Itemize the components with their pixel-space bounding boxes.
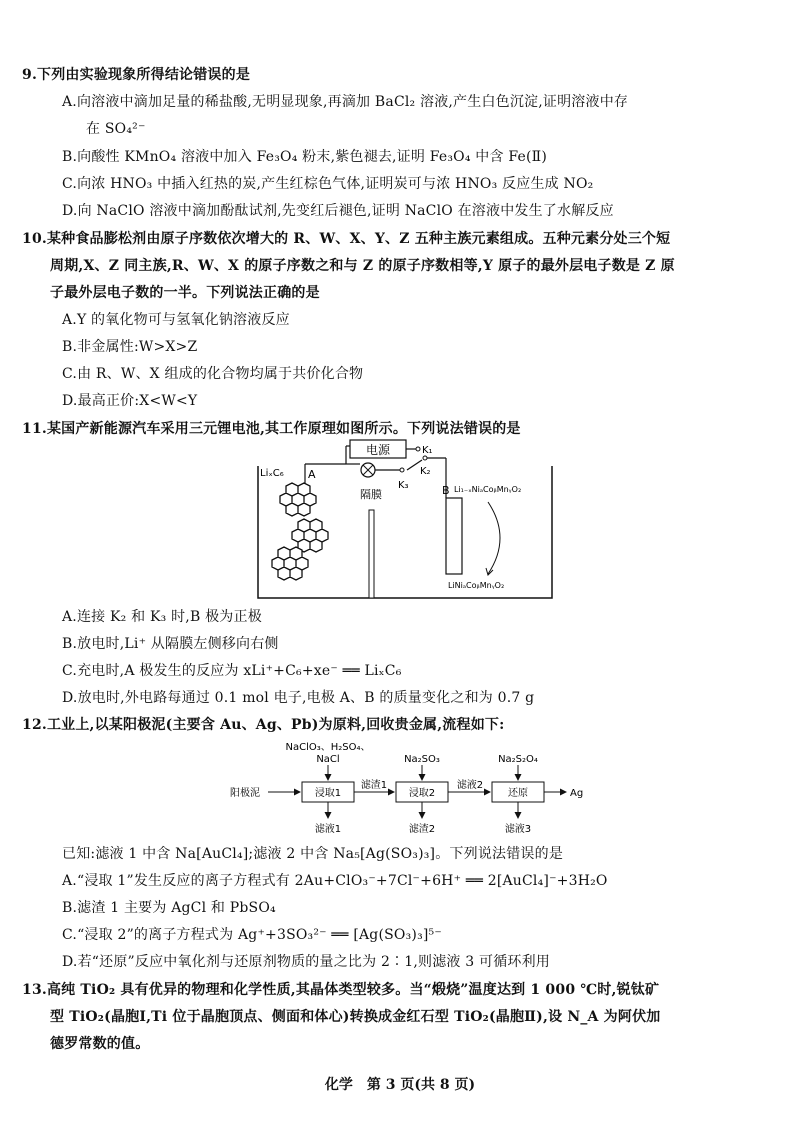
- reagent-2: Na₂SO₃: [404, 754, 440, 765]
- q12-option-d: D.若“还原”反应中氧化剂与还原剂物质的量之比为 2∶1,则滤液 3 可循环利用: [62, 954, 551, 970]
- q10-option-d: D.最高正价:X<W<Y: [62, 393, 198, 409]
- q11-option-c: C.充电时,A 极发生的反应为 xLi⁺+C₆+xe⁻ ══ LiₓC₆: [62, 663, 402, 679]
- q12-known: 已知:滤液 1 中含 Na[AuCl₄];滤液 2 中含 Na₅[Ag(SO₃)₃]。下列说法错误的是: [62, 846, 564, 862]
- reagent-1-line1: NaClO₃、H₂SO₄、: [285, 742, 371, 753]
- q12-stem: 12.工业上,以某阳极泥(主要含 Au、Ag、Pb)为原料,回收贵金属,流程如下:: [22, 717, 505, 733]
- q11-option-d: D.放电时,外电路每通过 0.1 mol 电子,电极 A、B 的质量变化之和为 0.7 g: [62, 690, 535, 706]
- q10-stem-line1: 10.某种食品膨松剂由原子序数依次增大的 R、W、X、Y、Z 五种主族元素组成。五种元素分处三个短: [22, 231, 671, 247]
- power-label: 电源: [365, 443, 391, 457]
- switch-k1-label: K₁: [422, 445, 433, 456]
- membrane-label: 隔膜: [360, 488, 382, 501]
- output-1: 滤液1: [314, 824, 342, 835]
- battery-diagram: [250, 438, 560, 606]
- q12-option-b: B.滤渣 1 主要为 AgCl 和 PbSO₄: [62, 900, 276, 916]
- q10-stem-line3: 子最外层电子数的一半。下列说法正确的是: [50, 285, 320, 301]
- cathode-formula-top: Li₁₋ₓNiₐCoᵦMnᵧO₂: [454, 485, 522, 494]
- q12-option-a: A.“浸取 1”发生反应的离子方程式有 2Au+ClO₃⁻+7Cl⁻+6H⁺ ══ 2[AuCl₄]⁻+3H₂O: [62, 873, 608, 889]
- q9-option-c: C.向浓 HNO₃ 中插入红热的炭,产生红棕色气体,证明炭可与浓 HNO₃ 反应生成 NO₂: [62, 176, 594, 192]
- electrode-b-label: B: [442, 484, 450, 497]
- process-flow-diagram: [228, 740, 588, 838]
- step-leach-1-label: 浸取1: [314, 788, 342, 799]
- output-2: 滤渣2: [408, 824, 436, 835]
- q11-stem: 11.某国产新能源汽车采用三元锂电池,其工作原理如图所示。下列说法错误的是: [22, 421, 521, 437]
- q10-option-c: C.由 R、W、X 组成的化合物均属于共价化合物: [62, 366, 364, 382]
- page-footer: 化学 第 3 页(共 8 页): [324, 1077, 476, 1093]
- q13-stem-line2: 型 TiO₂(晶胞Ⅰ,Ti 位于晶胞顶点、侧面和体心)转换成金红石型 TiO₂(晶胞Ⅱ),设 N_A 为阿伏加: [50, 1009, 661, 1025]
- q9-option-a-line1: A.向溶液中滴加足量的稀盐酸,无明显现象,再滴加 BaCl₂ 溶液,产生白色沉淀,证明溶液中存: [62, 94, 629, 110]
- reagent-3: Na₂S₂O₄: [498, 754, 538, 765]
- step-leach-2-label: 浸取2: [408, 788, 436, 799]
- q9-option-d: D.向 NaClO 溶液中滴加酚酞试剂,先变红后褪色,证明 NaClO 在溶液中发生了水解反应: [62, 203, 614, 219]
- electrode-b: [446, 498, 462, 574]
- flow-start: 阳极泥: [230, 788, 260, 799]
- q9-stem: 9.下列由实验现象所得结论错误的是: [22, 67, 251, 83]
- q13-stem-line1: 13.高纯 TiO₂ 具有优异的物理和化学性质,其晶体类型较多。当“煅烧”温度达到 1 000 ℃时,锐钛矿: [22, 982, 660, 998]
- intermediate-2: 滤液2: [456, 780, 484, 791]
- q10-stem-line2: 周期,X、Z 同主族,R、W、X 的原子序数之和与 Z 的原子序数相等,Y 原子的最外层电子数是 Z 原: [50, 258, 675, 274]
- q13-stem-line3: 德罗常数的值。: [50, 1036, 150, 1052]
- anode-formula: LiₓC₆: [260, 468, 284, 479]
- membrane: [369, 510, 374, 598]
- switch-k2-label: K₂: [420, 466, 431, 477]
- q9-option-b: B.向酸性 KMnO₄ 溶液中加入 Fe₃O₄ 粉末,紫色褪去,证明 Fe₃O₄ 中含 Fe(Ⅱ): [62, 149, 548, 165]
- q10-option-b: B.非金属性:W>X>Z: [62, 339, 198, 355]
- output-3: 滤液3: [504, 824, 532, 835]
- graphite-layers: [272, 483, 328, 580]
- flow-end: Ag: [570, 788, 584, 799]
- step-reduction-label: 还原: [508, 788, 528, 799]
- q11-option-a: A.连接 K₂ 和 K₃ 时,B 极为正极: [62, 609, 262, 625]
- q12-option-c: C.“浸取 2”的离子方程式为 Ag⁺+3SO₃²⁻ ══ [Ag(SO₃)₃]⁵⁻: [62, 927, 442, 943]
- reagent-1-line2: NaCl: [316, 754, 340, 765]
- cathode-formula-bottom: LiNiₐCoᵦMnᵧO₂: [448, 581, 505, 590]
- switch-k3-label: K₃: [398, 480, 409, 491]
- q11-option-b: B.放电时,Li⁺ 从隔膜左侧移向右侧: [62, 636, 279, 652]
- q10-option-a: A.Y 的氧化物可与氢氧化钠溶液反应: [62, 312, 290, 328]
- electrode-a-label: A: [308, 468, 316, 481]
- intermediate-1: 滤渣1: [360, 780, 388, 791]
- q9-option-a-line2: 在 SO₄²⁻: [86, 121, 146, 137]
